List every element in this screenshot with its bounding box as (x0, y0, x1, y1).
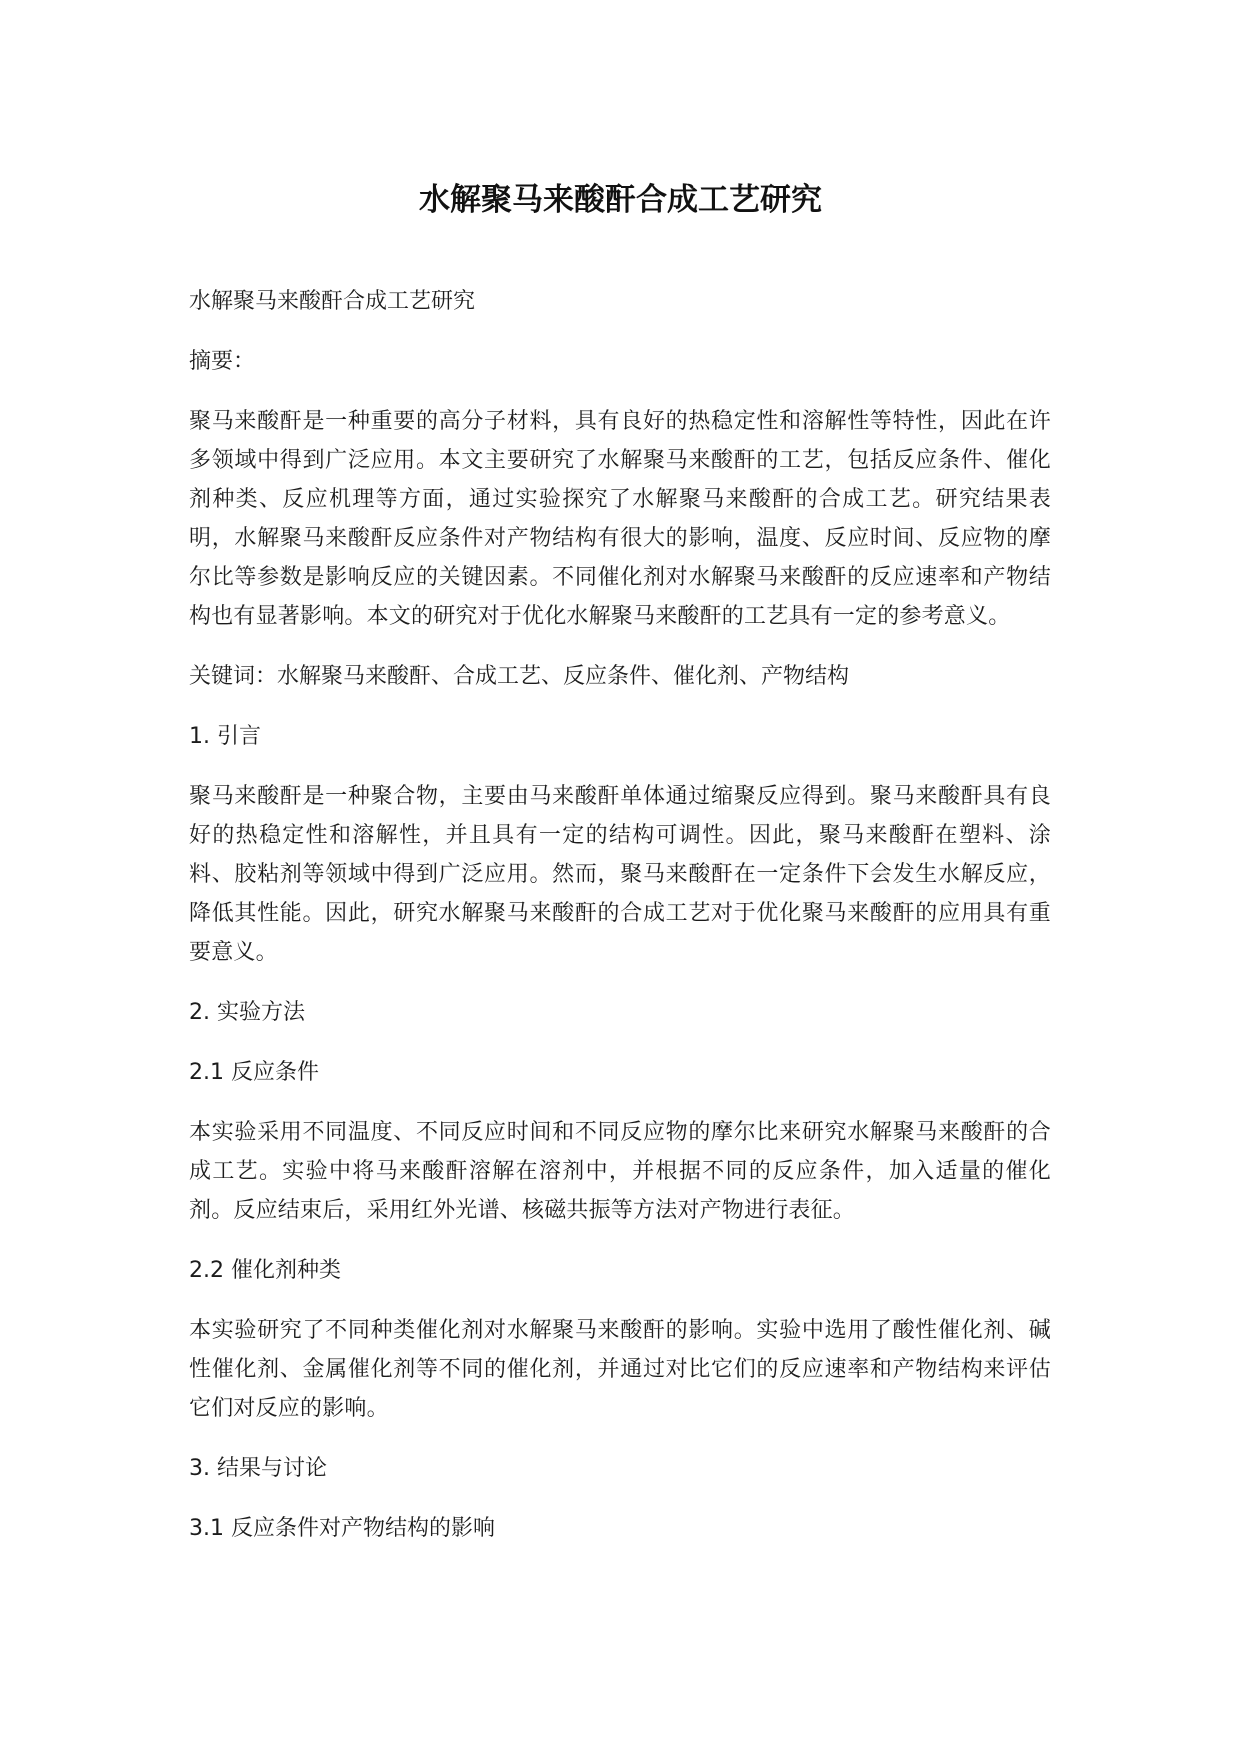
subsection-heading-condition-effects: 3.1 反应条件对产物结构的影响 (189, 1516, 495, 1541)
section-heading-methods: 2. 实验方法 (189, 1000, 305, 1025)
subsection-heading-catalyst-types: 2.2 催化剂种类 (189, 1258, 341, 1283)
document-title: 水解聚马来酸酐合成工艺研究 (419, 182, 822, 218)
reaction-conditions-paragraph: 本实验采用不同温度、不同反应时间和不同反应物的摩尔比来研究水解聚马来酸酐的合成工艺。实验中将马来酸酐溶解在溶剂中，并根据不同的反应条件，加入适量的催化剂。反应结束后，采用红外光谱、核磁共振等方法对产物进行表征。 (189, 1120, 1051, 1223)
keywords-line: 关键词：水解聚马来酸酐、合成工艺、反应条件、催化剂、产物结构 (189, 664, 850, 689)
section-heading-results: 3. 结果与讨论 (189, 1456, 327, 1481)
introduction-paragraph: 聚马来酸酐是一种聚合物，主要由马来酸酐单体通过缩聚反应得到。聚马来酸酐具有良好的热稳定性和溶解性，并且具有一定的结构可调性。因此，聚马来酸酐在塑料、涂料、胶粘剂等领域中得到广泛应用。然而，聚马来酸酐在一定条件下会发生水解反应，降低其性能。因此，研究水解聚马来酸酐的合成工艺对于优化聚马来酸酐的应用具有重要意义。 (189, 784, 1051, 965)
abstract-label: 摘要： (189, 349, 256, 374)
subsection-heading-reaction-conditions: 2.1 反应条件 (189, 1060, 319, 1085)
catalyst-types-paragraph: 本实验研究了不同种类催化剂对水解聚马来酸酐的影响。实验中选用了酸性催化剂、碱性催化剂、金属催化剂等不同的催化剂，并通过对比它们的反应速率和产物结构来评估它们对反应的影响。 (189, 1318, 1051, 1421)
abstract-paragraph: 聚马来酸酐是一种重要的高分子材料，具有良好的热稳定性和溶解性等特性，因此在许多领域中得到广泛应用。本文主要研究了水解聚马来酸酐的工艺，包括反应条件、催化剂种类、反应机理等方面，通过实验探究了水解聚马来酸酐的合成工艺。研究结果表明，水解聚马来酸酐反应条件对产物结构有很大的影响，温度、反应时间、反应物的摩尔比等参数是影响反应的关键因素。不同催化剂对水解聚马来酸酐的反应速率和产物结构也有显著影响。本文的研究对于优化水解聚马来酸酐的工艺具有一定的参考意义。 (189, 409, 1051, 629)
section-heading-introduction: 1. 引言 (189, 724, 261, 749)
document-body (189, 282, 1051, 1569)
document-subtitle: 水解聚马来酸酐合成工艺研究 (189, 289, 476, 314)
